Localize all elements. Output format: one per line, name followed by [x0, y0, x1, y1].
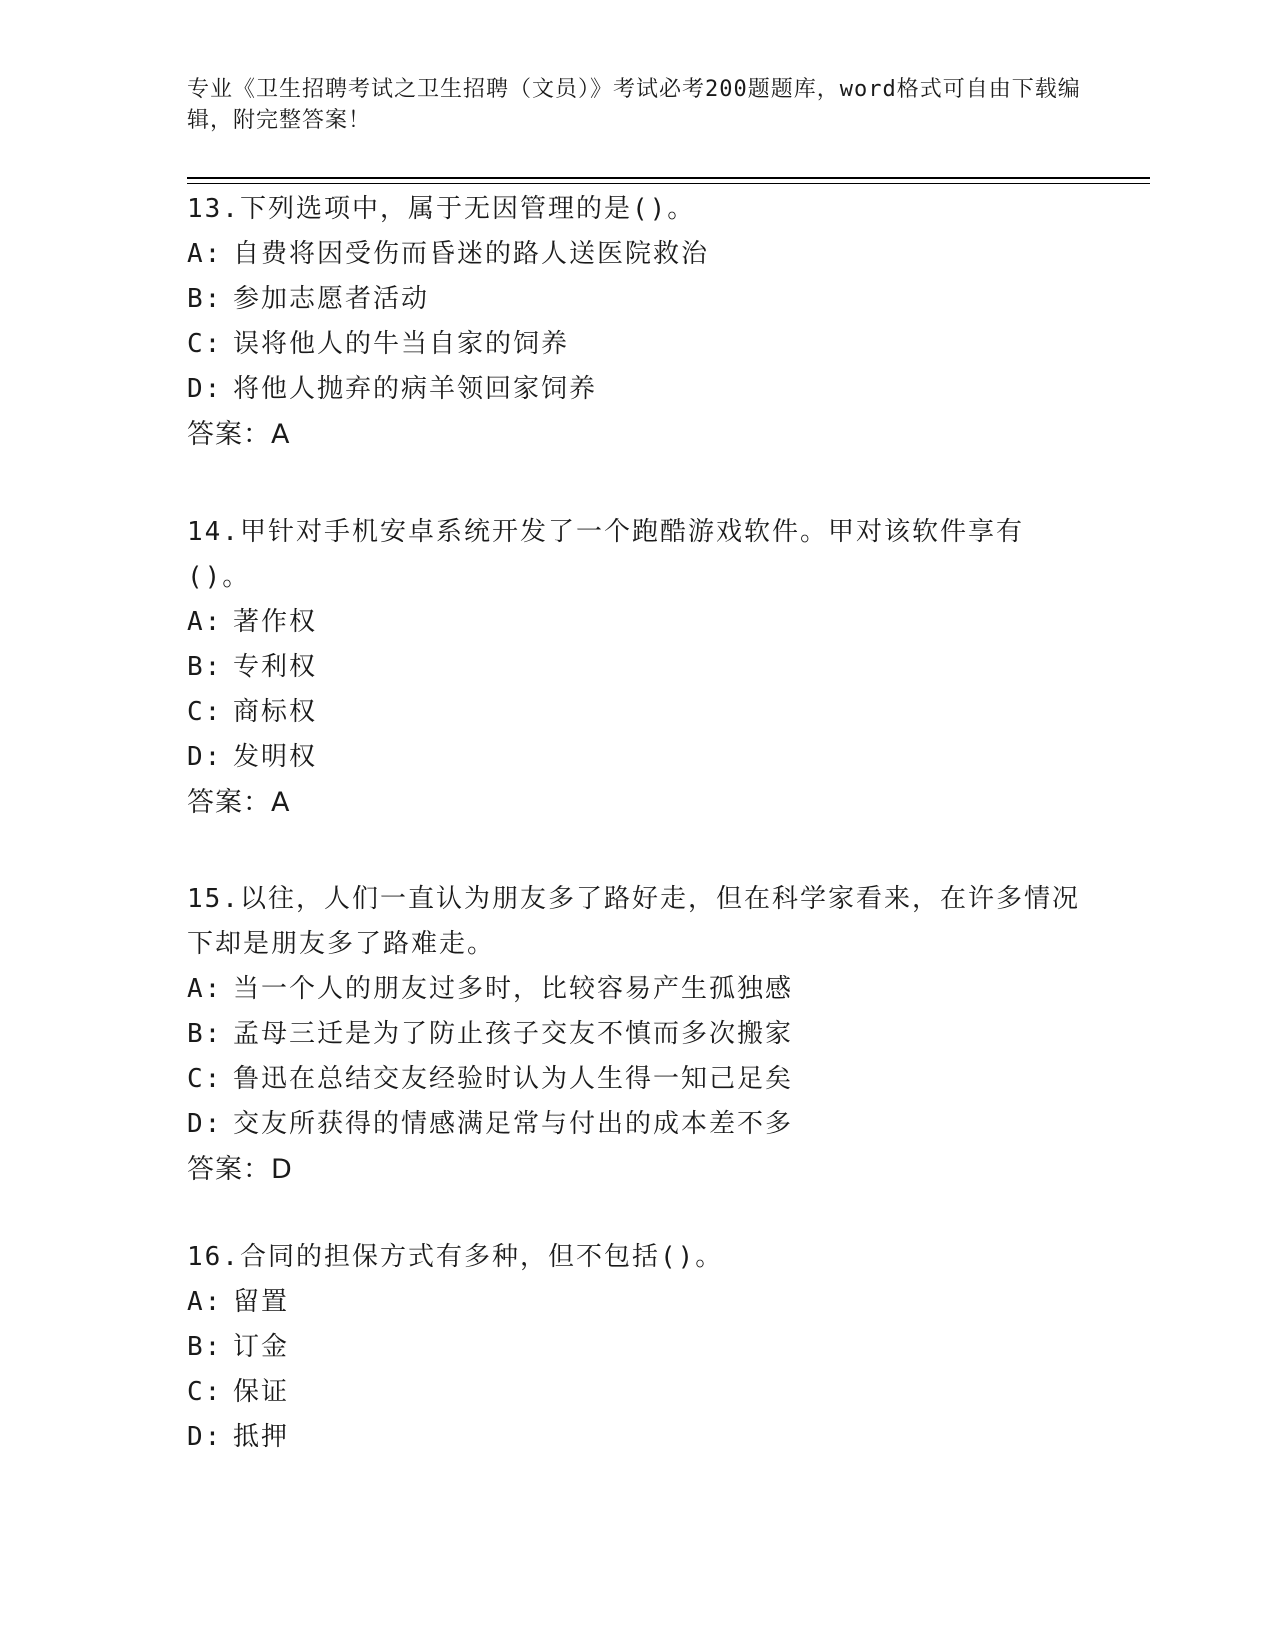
- option-text: 著作权: [233, 607, 318, 637]
- option-b: [187, 1012, 1087, 1057]
- option-a: [187, 600, 1087, 645]
- option-letter: C:: [187, 329, 223, 359]
- option-a: [187, 232, 1087, 277]
- option-c: [187, 1057, 1087, 1102]
- question-13: [187, 187, 1087, 457]
- option-letter: B:: [187, 1019, 223, 1049]
- option-text: 误将他人的牛当自家的饲养: [233, 329, 570, 359]
- option-letter: C:: [187, 1064, 223, 1094]
- option-letter: B:: [187, 284, 223, 314]
- option-text: 将他人抛弃的病羊领回家饲养: [233, 374, 598, 404]
- option-text: 专利权: [233, 652, 318, 682]
- answer: 答案：A: [187, 787, 291, 818]
- question-stem: 16.合同的担保方式有多种，但不包括()。: [187, 1242, 724, 1272]
- document-header: [187, 74, 1087, 136]
- answer: 答案：D: [187, 1154, 293, 1185]
- option-text: 商标权: [233, 697, 318, 727]
- option-text: 孟母三迁是为了防止孩子交友不慎而多次搬家: [233, 1019, 794, 1049]
- question-stem: 13.下列选项中，属于无因管理的是()。: [187, 194, 696, 224]
- answer: 答案：A: [187, 419, 291, 450]
- question-stem: 14.甲针对手机安卓系统开发了一个跑酷游戏软件。甲对该软件享有()。: [187, 517, 1024, 592]
- option-b: [187, 1325, 1087, 1370]
- option-letter: D:: [187, 374, 223, 404]
- option-text: 留置: [233, 1287, 290, 1317]
- option-a: [187, 967, 1087, 1012]
- option-letter: C:: [187, 697, 223, 727]
- option-letter: D:: [187, 1109, 223, 1139]
- option-letter: B:: [187, 1332, 223, 1362]
- option-text: 交友所获得的情感满足常与付出的成本差不多: [233, 1109, 794, 1139]
- question-14: [187, 510, 1087, 825]
- header-text: 专业《卫生招聘考试之卫生招聘（文员）》考试必考200题题库，word格式可自由下载编辑，附完整答案！: [187, 77, 1081, 133]
- option-d: [187, 1102, 1087, 1147]
- option-d: [187, 367, 1087, 412]
- option-letter: A:: [187, 1287, 223, 1317]
- option-b: [187, 277, 1087, 322]
- option-text: 发明权: [233, 742, 318, 772]
- option-letter: A:: [187, 607, 223, 637]
- option-b: [187, 645, 1087, 690]
- option-letter: A:: [187, 239, 223, 269]
- option-text: 当一个人的朋友过多时，比较容易产生孤独感: [233, 974, 794, 1004]
- option-letter: C:: [187, 1377, 223, 1407]
- option-c: [187, 1370, 1087, 1415]
- option-a: [187, 1280, 1087, 1325]
- option-letter: A:: [187, 974, 223, 1004]
- option-text: 自费将因受伤而昏迷的路人送医院救治: [233, 239, 710, 269]
- option-text: 订金: [233, 1332, 290, 1362]
- question-15: [187, 877, 1087, 1192]
- option-letter: D:: [187, 1422, 223, 1452]
- header-rule-thick: [187, 177, 1150, 179]
- option-c: [187, 322, 1087, 367]
- option-letter: D:: [187, 742, 223, 772]
- option-text: 抵押: [233, 1422, 290, 1452]
- option-letter: B:: [187, 652, 223, 682]
- question-16: [187, 1235, 1087, 1460]
- option-d: [187, 735, 1087, 780]
- option-d: [187, 1415, 1087, 1460]
- option-c: [187, 690, 1087, 735]
- option-text: 保证: [233, 1377, 290, 1407]
- option-text: 鲁迅在总结交友经验时认为人生得一知己足矣: [233, 1064, 794, 1094]
- header-rule-thin: [187, 183, 1150, 184]
- option-text: 参加志愿者活动: [233, 284, 430, 314]
- question-stem: 15.以往，人们一直认为朋友多了路好走，但在科学家看来，在许多情况下却是朋友多了路难走。: [187, 884, 1080, 959]
